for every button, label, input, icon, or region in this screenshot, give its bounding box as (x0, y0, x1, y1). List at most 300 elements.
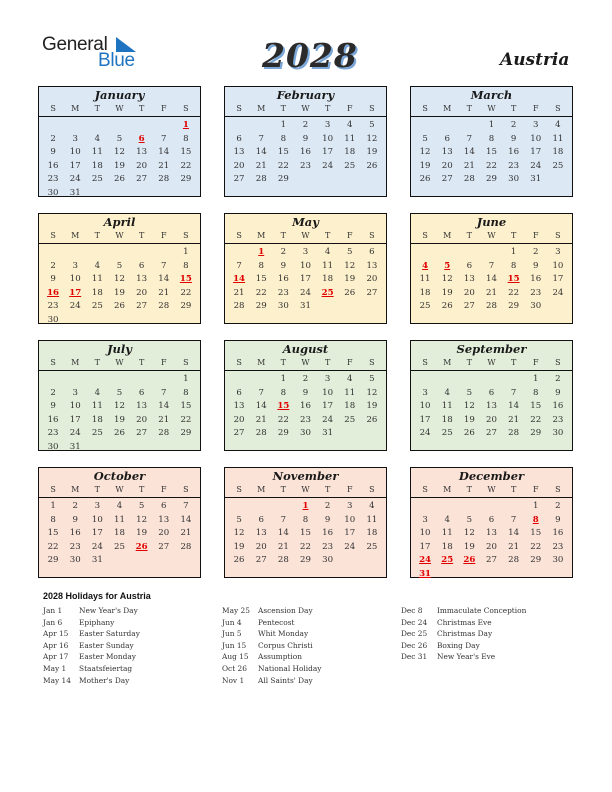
day-cell: 23 (552, 414, 564, 425)
empty-cell (250, 373, 272, 387)
weekday-label: S (369, 358, 375, 367)
day-cell: 15 (180, 147, 192, 158)
day-cell: 11 (322, 260, 334, 271)
day-cell: 22 (277, 414, 289, 425)
weekday-label: T (466, 485, 473, 494)
day-cell: 10 (530, 133, 542, 144)
day-cell: 27 (441, 174, 453, 185)
day-cell: 18 (114, 528, 125, 539)
day-cell: 20 (486, 414, 497, 425)
day-cell: 25 (419, 301, 431, 312)
day-cell: 9 (50, 147, 56, 158)
day-cell: 13 (158, 514, 170, 525)
holiday-row (222, 628, 321, 640)
day-cell: 3 (72, 387, 78, 398)
day-cell: 27 (233, 428, 245, 439)
day-cell: 12 (344, 260, 356, 271)
holiday-name: New Year's Eve (437, 652, 496, 662)
day-cell: 17 (552, 274, 564, 285)
weekday-label: M (443, 358, 452, 367)
day-cell: 18 (552, 147, 564, 158)
weekday-label: S (236, 104, 242, 113)
day-cell: 3 (555, 247, 561, 257)
day-cell: 19 (463, 414, 475, 425)
weekday-label: F (532, 485, 539, 494)
holiday-row (43, 675, 140, 687)
day-cell: 25 (344, 160, 356, 171)
empty-cell (42, 119, 64, 133)
weekday-label: T (510, 358, 517, 367)
empty-cell (436, 246, 458, 260)
day-cell: 1 (280, 120, 287, 130)
day-cell: 20 (136, 160, 148, 171)
weekday-label: S (183, 358, 189, 367)
day-cell: 22 (486, 160, 497, 171)
weekday-label: W (301, 104, 310, 113)
day-cell: 10 (419, 528, 431, 539)
day-cell: 24 (344, 541, 356, 552)
logo-text-general: General (42, 34, 108, 55)
day-cell: 1 (510, 247, 517, 257)
holiday-row (43, 651, 140, 663)
day-cell: 19 (136, 528, 148, 539)
holiday-name: National Holiday (258, 663, 322, 673)
day-cell: 23 (47, 174, 59, 185)
day-cell: 24 (69, 428, 81, 439)
day-cell: 19 (114, 287, 125, 298)
day-cell: 15 (530, 528, 542, 539)
day-cell: 14 (158, 147, 170, 158)
holiday-name: New Year's Day (79, 606, 138, 615)
day-cell: 27 (486, 555, 497, 566)
day-cell: 16 (300, 401, 311, 412)
weekday-label: M (71, 231, 80, 240)
day-cell: 28 (233, 301, 245, 312)
day-cell: 23 (552, 541, 564, 552)
day-cell: 21 (180, 528, 192, 539)
holiday-row (401, 605, 526, 617)
day-cell: 29 (180, 174, 192, 185)
day-grid (225, 371, 386, 441)
day-cell: 7 (510, 514, 517, 525)
weekday-label: F (160, 231, 167, 240)
weekday-label: M (257, 231, 266, 240)
holiday-row (222, 663, 321, 675)
holiday-date: Apr 17 (43, 652, 69, 662)
day-cell: 16 (300, 147, 311, 158)
empty-cell (250, 500, 272, 514)
weekday-label: W (115, 104, 124, 113)
day-cell: 18 (91, 414, 103, 425)
day-grid (39, 244, 200, 328)
month-march (410, 86, 573, 197)
day-cell: 24 (552, 287, 564, 298)
day-cell: 6 (444, 133, 450, 144)
weekday-header (39, 482, 200, 498)
holiday-day-cell: 15 (507, 274, 520, 285)
day-cell: 15 (180, 401, 192, 412)
day-cell: 8 (510, 260, 517, 271)
month-october (38, 467, 201, 578)
month-title: August (282, 342, 329, 356)
month-title: March (470, 88, 513, 102)
day-cell: 3 (422, 387, 428, 398)
weekday-label: S (50, 485, 56, 494)
weekday-label: T (138, 231, 145, 240)
day-grid (225, 498, 386, 568)
day-cell: 12 (233, 528, 245, 539)
weekday-label: T (280, 358, 287, 367)
day-cell: 9 (50, 401, 56, 412)
day-cell: 26 (441, 301, 453, 312)
holiday-name: Immaculate Conception (437, 606, 527, 615)
day-cell: 22 (277, 160, 289, 171)
day-cell: 22 (180, 414, 192, 425)
day-cell: 2 (510, 120, 517, 130)
day-cell: 23 (69, 541, 81, 552)
empty-cell (131, 119, 153, 133)
month-title: November (272, 469, 339, 483)
day-cell: 29 (277, 174, 289, 185)
day-cell: 17 (419, 541, 431, 552)
day-cell: 12 (114, 274, 125, 285)
weekday-label: T (138, 358, 145, 367)
weekday-label: M (257, 485, 266, 494)
day-cell: 4 (444, 387, 450, 398)
empty-cell (458, 373, 480, 387)
day-cell: 8 (183, 387, 189, 398)
month-july (38, 340, 201, 451)
month-january (38, 86, 201, 197)
day-cell: 6 (488, 514, 495, 525)
empty-cell (272, 500, 294, 514)
day-cell: 29 (300, 555, 311, 566)
holiday-date: Jun 4 (222, 617, 242, 627)
day-cell: 29 (47, 555, 59, 566)
holiday-row (43, 663, 140, 675)
day-cell: 6 (258, 514, 264, 525)
day-cell: 2 (555, 374, 561, 384)
day-cell: 23 (47, 301, 59, 312)
day-cell: 21 (158, 414, 170, 425)
holiday-name: Ascension Day (258, 606, 313, 615)
weekday-label: S (369, 231, 375, 240)
day-cell: 6 (236, 387, 242, 398)
empty-cell (480, 373, 502, 387)
weekday-header (39, 228, 200, 244)
month-may (224, 213, 387, 324)
calendar-year-title: 2028 (262, 36, 358, 75)
day-cell: 26 (114, 174, 125, 185)
day-cell: 24 (530, 160, 542, 171)
day-cell: 10 (69, 401, 81, 412)
day-cell: 30 (47, 187, 59, 198)
weekday-label: F (160, 485, 167, 494)
day-cell: 7 (183, 501, 189, 511)
empty-cell (228, 500, 250, 514)
empty-cell (64, 373, 86, 387)
empty-cell (250, 119, 272, 133)
day-cell: 21 (255, 414, 267, 425)
day-cell: 5 (422, 133, 428, 144)
day-cell: 14 (463, 147, 475, 158)
day-cell: 7 (280, 514, 287, 525)
day-cell: 8 (258, 260, 264, 271)
day-cell: 2 (50, 387, 56, 398)
day-cell: 1 (183, 247, 189, 257)
holiday-column (222, 605, 321, 686)
holiday-day-cell: 4 (422, 260, 429, 271)
month-december (410, 467, 573, 578)
month-august (224, 340, 387, 451)
day-cell: 17 (300, 274, 311, 285)
empty-cell (414, 119, 436, 133)
day-cell: 21 (233, 287, 245, 298)
day-cell: 25 (366, 541, 378, 552)
weekday-label: M (257, 358, 266, 367)
holiday-date: Jun 15 (222, 640, 247, 650)
weekday-label: F (346, 358, 353, 367)
day-cell: 20 (233, 160, 245, 171)
day-cell: 27 (233, 174, 245, 185)
day-cell: 4 (444, 514, 450, 525)
day-cell: 30 (322, 555, 334, 566)
day-cell: 1 (533, 374, 539, 384)
weekday-label: F (346, 104, 353, 113)
day-cell: 12 (441, 274, 453, 285)
holiday-row (222, 651, 321, 663)
weekday-label: T (466, 358, 473, 367)
day-cell: 13 (255, 528, 267, 539)
day-cell: 11 (114, 514, 125, 525)
generalblue-logo (42, 34, 142, 74)
day-cell: 7 (161, 133, 167, 144)
day-cell: 30 (508, 174, 520, 185)
month-title: September (456, 342, 527, 356)
day-cell: 3 (533, 120, 539, 130)
day-cell: 7 (258, 387, 264, 398)
day-cell: 9 (555, 387, 561, 398)
weekday-label: T (138, 485, 145, 494)
holiday-column (401, 605, 526, 663)
day-cell: 28 (158, 428, 170, 439)
day-cell: 14 (180, 514, 192, 525)
day-cell: 19 (114, 414, 125, 425)
day-cell: 13 (233, 401, 245, 412)
day-cell: 14 (255, 147, 267, 158)
day-cell: 26 (366, 160, 378, 171)
weekday-header (39, 101, 200, 117)
day-cell: 18 (344, 147, 356, 158)
day-cell: 29 (508, 301, 520, 312)
day-cell: 18 (344, 401, 356, 412)
day-cell: 29 (530, 428, 542, 439)
holiday-day-cell: 31 (419, 568, 432, 579)
holiday-row (401, 651, 526, 663)
holiday-date: Dec 25 (401, 629, 428, 639)
day-cell: 14 (277, 528, 289, 539)
day-cell: 14 (255, 401, 267, 412)
day-cell: 10 (69, 147, 81, 158)
day-cell: 15 (255, 274, 267, 285)
day-cell: 18 (91, 287, 103, 298)
day-cell: 15 (277, 147, 289, 158)
weekday-label: F (346, 231, 353, 240)
day-cell: 1 (50, 501, 56, 511)
day-cell: 28 (508, 428, 520, 439)
day-cell: 19 (419, 160, 431, 171)
month-title: February (276, 88, 335, 102)
empty-cell (153, 246, 175, 260)
day-cell: 20 (486, 541, 497, 552)
day-cell: 3 (347, 501, 353, 511)
day-cell: 4 (116, 501, 123, 511)
day-cell: 2 (324, 501, 331, 511)
day-cell: 26 (114, 301, 125, 312)
day-cell: 15 (486, 147, 497, 158)
empty-cell (414, 500, 436, 514)
weekday-label: W (487, 485, 496, 494)
weekday-label: S (50, 358, 56, 367)
weekday-header (225, 355, 386, 371)
day-cell: 22 (180, 287, 192, 298)
day-cell: 31 (322, 428, 334, 439)
month-february (224, 86, 387, 197)
day-cell: 21 (277, 541, 289, 552)
day-cell: 8 (183, 133, 189, 144)
day-cell: 23 (508, 160, 520, 171)
day-cell: 26 (114, 428, 125, 439)
empty-cell (108, 246, 130, 260)
empty-cell (414, 246, 436, 260)
holiday-day-cell: 14 (233, 274, 246, 285)
day-cell: 18 (366, 528, 378, 539)
day-cell: 13 (441, 147, 453, 158)
day-cell: 29 (255, 301, 267, 312)
day-grid (39, 371, 200, 455)
weekday-label: F (532, 231, 539, 240)
day-cell: 16 (277, 274, 289, 285)
day-cell: 9 (50, 274, 56, 285)
empty-cell (108, 373, 130, 387)
holiday-row (43, 617, 140, 629)
day-cell: 2 (555, 501, 561, 511)
empty-cell (86, 373, 108, 387)
day-cell: 5 (466, 387, 473, 398)
empty-cell (458, 246, 480, 260)
holiday-date: Dec 24 (401, 617, 428, 627)
day-cell: 13 (366, 260, 378, 271)
day-cell: 10 (69, 274, 81, 285)
weekday-label: S (422, 231, 428, 240)
weekday-label: S (555, 231, 561, 240)
day-cell: 20 (255, 541, 267, 552)
day-cell: 26 (419, 174, 431, 185)
day-cell: 31 (91, 555, 103, 566)
weekday-label: S (555, 104, 561, 113)
day-cell: 13 (463, 274, 475, 285)
weekday-label: S (422, 358, 428, 367)
day-cell: 2 (72, 501, 78, 511)
day-cell: 6 (161, 501, 167, 511)
empty-cell (153, 373, 175, 387)
day-cell: 16 (508, 147, 520, 158)
day-cell: 1 (280, 374, 287, 384)
day-cell: 11 (552, 133, 564, 144)
day-cell: 13 (136, 401, 148, 412)
holiday-date: Nov 1 (222, 675, 245, 685)
empty-cell (436, 119, 458, 133)
day-cell: 28 (255, 174, 267, 185)
empty-cell (42, 246, 64, 260)
empty-cell (458, 119, 480, 133)
weekday-label: S (183, 104, 189, 113)
day-cell: 30 (552, 555, 564, 566)
day-cell: 16 (552, 401, 564, 412)
day-cell: 23 (300, 414, 311, 425)
empty-cell (436, 373, 458, 387)
day-cell: 29 (277, 428, 289, 439)
holiday-row (401, 640, 526, 652)
empty-cell (131, 373, 153, 387)
month-april (38, 213, 201, 324)
empty-cell (42, 373, 64, 387)
weekday-label: S (555, 358, 561, 367)
day-cell: 22 (255, 287, 267, 298)
holiday-day-cell: 1 (302, 501, 309, 511)
day-cell: 15 (530, 401, 542, 412)
day-cell: 23 (322, 541, 334, 552)
day-cell: 8 (488, 133, 495, 144)
day-cell: 3 (94, 501, 101, 511)
holiday-name: Mother's Day (79, 675, 130, 685)
day-cell: 17 (91, 528, 103, 539)
day-cell: 7 (488, 260, 495, 271)
holiday-date: May 25 (222, 606, 250, 615)
day-cell: 5 (236, 514, 242, 525)
holiday-name: Easter Monday (79, 652, 136, 662)
day-cell: 30 (47, 441, 59, 452)
holiday-column (43, 605, 140, 686)
day-cell: 21 (158, 160, 170, 171)
day-cell: 14 (158, 401, 170, 412)
day-cell: 5 (138, 501, 145, 511)
empty-cell (153, 119, 175, 133)
day-cell: 3 (302, 247, 309, 257)
empty-cell (228, 373, 250, 387)
day-cell: 29 (180, 428, 192, 439)
day-cell: 8 (50, 514, 56, 525)
day-cell: 2 (533, 247, 539, 257)
day-cell: 9 (280, 260, 287, 271)
holiday-name: Easter Saturday (79, 629, 140, 639)
day-cell: 20 (463, 287, 475, 298)
holiday-date: Dec 8 (401, 606, 423, 615)
day-cell: 21 (463, 160, 475, 171)
weekday-header (411, 482, 572, 498)
day-grid (411, 498, 572, 582)
day-cell: 24 (300, 287, 311, 298)
month-title: July (107, 342, 132, 356)
day-cell: 11 (344, 387, 356, 398)
day-cell: 2 (302, 120, 309, 130)
weekday-label: W (115, 485, 124, 494)
day-cell: 24 (91, 541, 103, 552)
holiday-day-cell: 15 (277, 401, 290, 412)
holiday-day-cell: 25 (321, 287, 334, 298)
weekday-label: M (443, 104, 452, 113)
day-cell: 31 (300, 301, 311, 312)
